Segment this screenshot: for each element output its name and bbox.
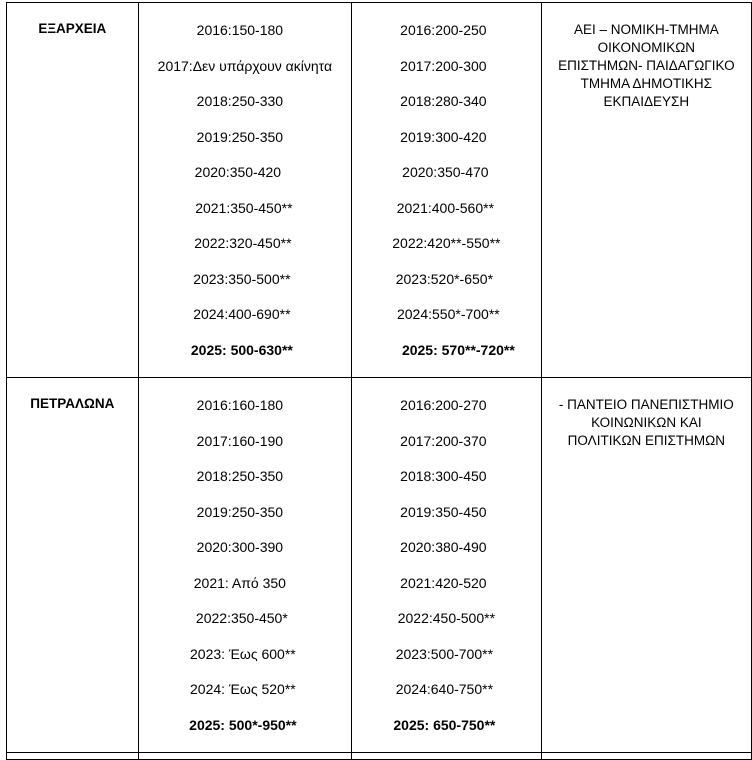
empty-cell — [541, 753, 751, 760]
price-line: 2019:250-350 — [196, 504, 284, 520]
price-line: 2019:300-420 — [400, 129, 487, 145]
price-line: 2024:400-690** — [193, 306, 291, 322]
note-line: - ΠΑΝΤΕΙΟ ΠΑΝΕΠΙΣΤΗΜΙΟ — [558, 397, 734, 412]
price-line: 2021: Από 350 — [193, 575, 286, 591]
empty-cell — [7, 753, 139, 760]
price-column-b — [352, 3, 542, 378]
price-line: 2016:160-180 — [196, 397, 284, 413]
price-line: 2022:320-450** — [194, 235, 292, 251]
price-line: 2017:160-190 — [196, 433, 284, 449]
price-line: 2021:400-560** — [396, 200, 495, 216]
price-line: 2017:200-370 — [400, 433, 487, 449]
price-line: 2022:350-450* — [195, 610, 288, 626]
note-line: ΠΟΛΙΤΙΚΩΝ ΕΠΙΣΤΗΜΩΝ — [567, 433, 725, 448]
price-line-current: 2025: 570**-720** — [401, 342, 515, 358]
price-line: 2017:Δεν υπάρχουν ακίνητα — [157, 58, 333, 74]
price-column-a — [138, 378, 351, 753]
price-line: 2020:380-490 — [400, 539, 487, 555]
empty-cell — [352, 753, 542, 760]
price-line: 2020:350-470 — [402, 164, 489, 180]
price-line: 2024: Έως 520** — [190, 681, 296, 697]
note-line: ΚΟΙΝΩΝΙΚΩΝ ΚΑΙ — [591, 415, 702, 430]
nearby-universities — [541, 3, 751, 378]
table-row — [7, 378, 752, 753]
note-line: ΑΕΙ – ΝΟΜΙΚΗ-ΤΜΗΜΑ — [573, 22, 719, 37]
price-line: 2023:350-500** — [193, 271, 291, 287]
price-line-current: 2025: 650-750** — [393, 717, 496, 733]
price-line: 2016:200-250 — [400, 22, 487, 38]
price-line: 2018:280-340 — [400, 93, 487, 109]
area-name: ΕΞΑΡΧΕΙΑ — [7, 3, 139, 378]
price-line: 2024:640-750** — [395, 681, 494, 697]
price-line: 2023:520*-650* — [395, 271, 494, 287]
price-line: 2016:200-270 — [400, 397, 487, 413]
price-line: 2016:150-180 — [196, 22, 284, 38]
rent-table — [6, 2, 752, 760]
price-line: 2018:300-450 — [400, 468, 487, 484]
price-line: 2023:500-700** — [395, 646, 494, 662]
price-line: 2023: Έως 600** — [190, 646, 296, 662]
table-row-next — [7, 753, 752, 760]
price-line: 2021:420-520 — [400, 575, 487, 591]
price-line: 2021:350-450** — [195, 200, 293, 216]
note-line: ΕΚΠΑΙΔΕΥΣΗ — [603, 94, 690, 109]
price-line: 2022:420**-550** — [392, 235, 501, 251]
area-name: ΠΕΤΡΑΛΩΝΑ — [7, 378, 139, 753]
price-line: 2020:300-390 — [196, 539, 284, 555]
price-line-current: 2025: 500-630** — [190, 342, 293, 358]
price-line: 2019:250-350 — [196, 129, 284, 145]
empty-cell — [138, 753, 351, 760]
price-column-b — [352, 378, 542, 753]
table-row — [7, 3, 752, 378]
price-line-current: 2025: 500*-950** — [189, 717, 297, 733]
nearby-universities — [541, 378, 751, 753]
price-column-a — [138, 3, 351, 378]
note-line: ΕΠΙΣΤΗΜΩΝ- ΠΑΙΔΑΓΩΓΙΚΟ — [558, 58, 735, 73]
note-line: ΤΜΗΜΑ ΔΗΜΟΤΙΚΗΣ — [580, 76, 713, 91]
note-line: ΟΙΚΟΝΟΜΙΚΩΝ — [597, 40, 696, 55]
price-line: 2018:250-350 — [196, 468, 284, 484]
price-line: 2022:450-500** — [397, 610, 496, 626]
price-line: 2017:200-300 — [400, 58, 487, 74]
price-line: 2018:250-330 — [196, 93, 284, 109]
price-line: 2020:350-420 — [194, 164, 282, 180]
price-line: 2024:550*-700** — [396, 306, 500, 322]
price-line: 2019:350-450 — [400, 504, 487, 520]
